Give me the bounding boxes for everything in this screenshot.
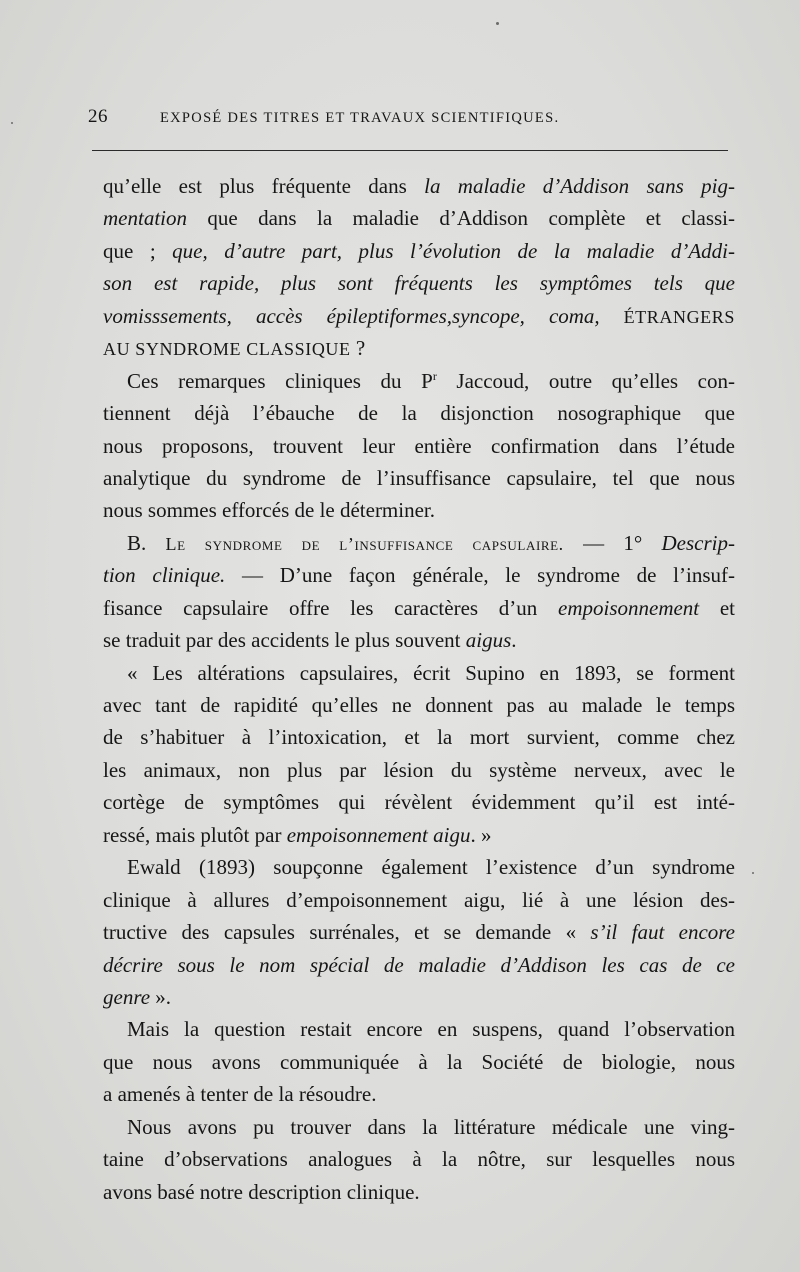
text-line: analytique du syndrome de l’insuffisance capsulaire, tel que nous <box>103 465 735 490</box>
text-line: tructive des capsules surrénales, et se demande « s’il faut encore <box>103 920 735 945</box>
text-line: a amenés à tenter de la résoudre. <box>103 1082 377 1107</box>
text-line: Ewald (1893) soupçonne également l’existence d’un syndrome <box>127 855 735 880</box>
paper-speck <box>496 22 499 25</box>
running-title: EXPOSÉ DES TITRES ET TRAVAUX SCIENTIFIQUES. <box>160 110 560 126</box>
text-line: de s’habituer à l’intoxication, et la mort survient, comme chez <box>103 725 735 750</box>
text-line: taine d’observations analogues à la nôtre, sur lesquelles nous <box>103 1147 735 1172</box>
body-text <box>103 170 735 1208</box>
page-number: 26 <box>88 106 108 127</box>
text-line: Nous avons pu trouver dans la littérature médicale une ving- <box>127 1114 735 1139</box>
text-line: AU SYNDROME CLASSIQUE ? <box>103 336 366 361</box>
text-line: que ; que, d’autre part, plus l’évolution de la maladie d’Addi- <box>103 238 735 263</box>
text-line: Ces remarques cliniques du $P^r$ Jaccoud, outre qu’elles con- <box>127 368 735 393</box>
paper-speck <box>752 872 754 874</box>
text-line: nous sommes efforcés de le déterminer. <box>103 498 436 523</box>
text-line: genre ». <box>103 984 172 1009</box>
text-line: vomisssements, accès épileptiformes,syncope, coma, ÉTRANGERS <box>103 303 735 328</box>
text-line: son est rapide, plus sont fréquents les symptômes tels que <box>103 271 735 296</box>
text-line: ressé, mais plutôt par empoisonnement aigu. » <box>103 822 492 847</box>
text-line: mentation que dans la maladie d’Addison complète et classi- <box>103 206 735 231</box>
text-line: « Les altérations capsulaires, écrit Supino en 1893, se forment <box>127 660 735 685</box>
text-line: tiennent déjà l’ébauche de la disjonction nosographique que <box>103 401 735 426</box>
text-line: qu’elle est plus fréquente dans la maladie d’Addison sans pig- <box>103 174 735 198</box>
text-line: Mais la question restait encore en suspens, quand l’observation <box>127 1017 735 1042</box>
text-line: tion clinique. — D’une façon générale, le syndrome de l’insuf- <box>103 563 735 588</box>
header-rule <box>92 150 728 151</box>
text-line: clinique à allures d’empoisonnement aigu, lié à une lésion des- <box>103 887 735 912</box>
text-line: décrire sous le nom spécial de maladie d’Addison les cas de ce <box>103 952 735 977</box>
text-line: que nous avons communiquée à la Société de biologie, nous <box>103 1049 735 1074</box>
text-line: avons basé notre description clinique. <box>103 1179 420 1204</box>
text-line: se traduit par des accidents le plus souvent aigus. <box>103 628 517 653</box>
text-line: les animaux, non plus par lésion du système nerveux, avec le <box>103 757 735 782</box>
section-heading: B. Le syndrome de l’insuffisance capsulaire. — 1° Descrip- <box>127 530 735 555</box>
text-line: fisance capsulaire offre les caractères d’un empoisonnement et <box>103 595 735 620</box>
text-line: nous proposons, trouvent leur entière confirmation dans l’étude <box>103 433 735 458</box>
text-line: cortège de symptômes qui révèlent évidemment qu’il est inté- <box>103 790 735 815</box>
page-header <box>0 104 800 134</box>
text-line: avec tant de rapidité qu’elles ne donnent pas au malade le temps <box>103 693 735 717</box>
